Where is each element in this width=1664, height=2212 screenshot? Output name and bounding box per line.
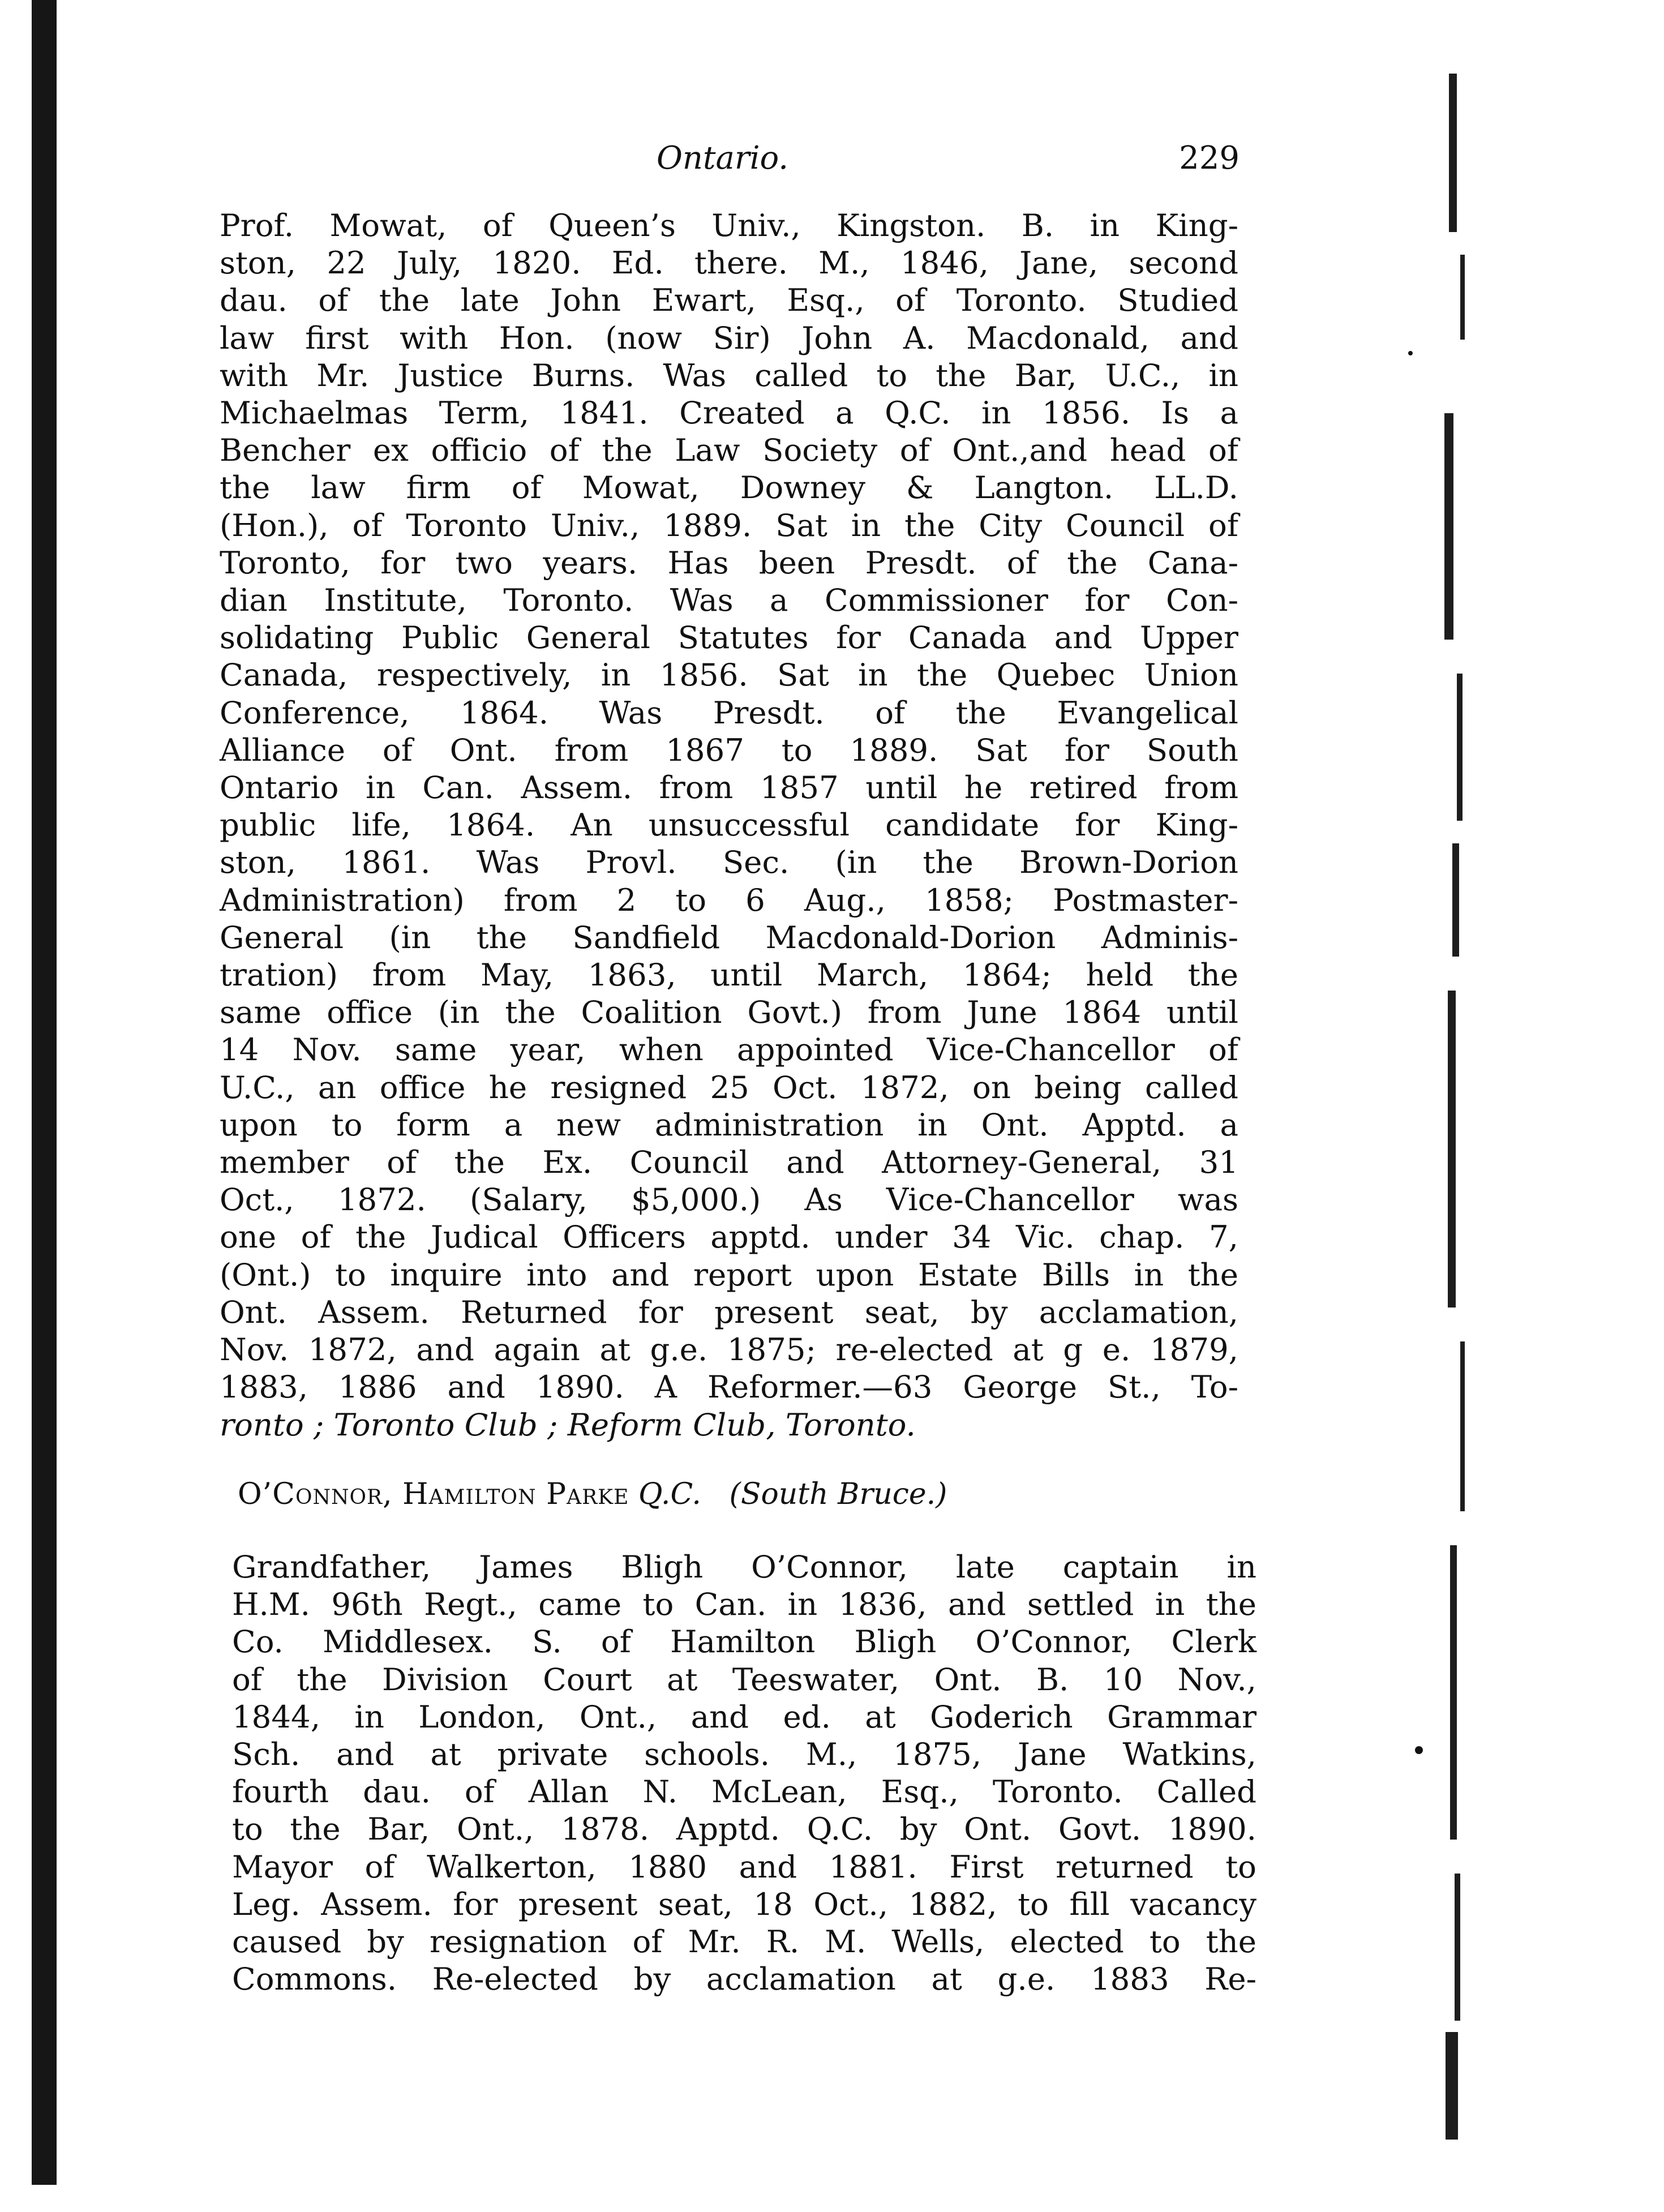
oconnor-entry-heading bbox=[238, 1474, 947, 1514]
text-line: Oct., 1872. (Salary, $5,000.) As Vice-Chancellor was bbox=[220, 1181, 1238, 1218]
text-line: Mayor of Walkerton, 1880 and 1881. First returned to bbox=[232, 1848, 1256, 1885]
text-line: 14 Nov. same year, when appointed Vice-Chancellor of bbox=[220, 1031, 1238, 1068]
text-line: Ontario in Can. Assem. from 1857 until he retired from bbox=[220, 769, 1238, 806]
text-line: Conference, 1864. Was Presdt. of the Evangelical bbox=[220, 694, 1238, 731]
entry-riding: (South Bruce.) bbox=[729, 1477, 947, 1511]
text-line: Nov. 1872, and again at g.e. 1875; re-elected at g e. 1879, bbox=[220, 1331, 1238, 1368]
text-line: (Hon.), of Toronto Univ., 1889. Sat in the City Council of bbox=[220, 507, 1238, 543]
running-title: Ontario. bbox=[657, 140, 789, 177]
text-line: dian Institute, Toronto. Was a Commissioner for Con- bbox=[220, 582, 1238, 619]
text-line: Prof. Mowat, of Queen’s Univ., Kingston. B. in King- bbox=[220, 207, 1238, 243]
text-line: of the Division Court at Teeswater, Ont. B. 10 Nov., bbox=[232, 1661, 1256, 1697]
text-line: public life, 1864. An unsuccessful candidate for King- bbox=[220, 807, 1238, 843]
text-line: General (in the Sandfield Macdonald-Dorion Adminis- bbox=[220, 919, 1238, 955]
text-line: H.M. 96th Regt., came to Can. in 1836, and settled in the bbox=[232, 1586, 1256, 1623]
text-line: Sch. and at private schools. M., 1875, Jane Watkins, bbox=[232, 1736, 1256, 1773]
scan-edge-artifact bbox=[1415, 62, 1528, 2157]
text-line: Canada, respectively, in 1856. Sat in the Quebec Union bbox=[220, 657, 1238, 693]
text-line: one of the Judical Officers apptd. under 34 Vic. chap. 7, bbox=[220, 1219, 1238, 1255]
entry-name: O’Connor, Hamilton Parke bbox=[238, 1477, 629, 1511]
text-line: ronto ; Toronto Club ; Reform Club, Toronto. bbox=[220, 1406, 916, 1443]
text-line: with Mr. Justice Burns. Was called to the Bar, U.C., in bbox=[220, 357, 1238, 393]
text-line: Grandfather, James Bligh O’Connor, late captain in bbox=[232, 1549, 1256, 1585]
text-line: 1883, 1886 and 1890. A Reformer.—63 George St., To- bbox=[220, 1369, 1238, 1405]
binding-shadow bbox=[32, 0, 57, 2185]
text-line: Michaelmas Term, 1841. Created a Q.C. in 1856. Is a bbox=[220, 395, 1238, 431]
entry-title: Q.C. bbox=[638, 1477, 701, 1511]
text-line: dau. of the late John Ewart, Esq., of Toronto. Studied bbox=[220, 282, 1238, 319]
text-line: Bencher ex officio of the Law Society of Ont.,and head of bbox=[220, 432, 1238, 469]
text-line: Toronto, for two years. Has been Presdt. of the Cana- bbox=[220, 544, 1238, 581]
text-line: U.C., an office he resigned 25 Oct. 1872, on being called bbox=[220, 1069, 1238, 1105]
text-line: Leg. Assem. for present seat, 18 Oct., 1882, to fill vacancy bbox=[232, 1885, 1256, 1922]
text-line: solidating Public General Statutes for Canada and Upper bbox=[220, 619, 1238, 656]
text-line: ston, 22 July, 1820. Ed. there. M., 1846, Jane, second bbox=[220, 245, 1238, 281]
text-line: tration) from May, 1863, until March, 1864; held the bbox=[220, 957, 1238, 993]
text-line: caused by resignation of Mr. R. M. Wells, elected to the bbox=[232, 1923, 1256, 1960]
text-line: member of the Ex. Council and Attorney-General, 31 bbox=[220, 1144, 1238, 1181]
text-line: Ont. Assem. Returned for present seat, by acclamation, bbox=[220, 1293, 1238, 1330]
text-line: ston, 1861. Was Provl. Sec. (in the Brown-Dorion bbox=[220, 844, 1238, 881]
text-line: to the Bar, Ont., 1878. Apptd. Q.C. by Ont. Govt. 1890. bbox=[232, 1811, 1256, 1847]
text-line: Administration) from 2 to 6 Aug., 1858; Postmaster- bbox=[220, 881, 1238, 918]
text-line: same office (in the Coalition Govt.) from June 1864 until bbox=[220, 994, 1238, 1031]
page-number: 229 bbox=[1179, 140, 1240, 177]
text-line: (Ont.) to inquire into and report upon Estate Bills in the bbox=[220, 1256, 1238, 1293]
running-head bbox=[221, 136, 1240, 181]
text-line: upon to form a new administration in Ont. Apptd. a bbox=[220, 1106, 1238, 1143]
oconnor-entry-body bbox=[232, 1548, 1256, 1997]
text-line: law first with Hon. (now Sir) John A. Macdonald, and bbox=[220, 319, 1238, 356]
text-line: the law firm of Mowat, Downey & Langton. LL.D. bbox=[220, 469, 1238, 506]
text-line: 1844, in London, Ont., and ed. at Goderich Grammar bbox=[232, 1698, 1256, 1735]
margin-mark bbox=[1415, 1746, 1423, 1754]
mowat-entry-body bbox=[220, 207, 1238, 1443]
text-line: Commons. Re-elected by acclamation at g.e. 1883 Re- bbox=[232, 1961, 1256, 1997]
text-line: Alliance of Ont. from 1867 to 1889. Sat for South bbox=[220, 731, 1238, 768]
margin-mark bbox=[1408, 351, 1413, 355]
text-line: fourth dau. of Allan N. McLean, Esq., Toronto. Called bbox=[232, 1773, 1256, 1810]
text-line: Co. Middlesex. S. of Hamilton Bligh O’Connor, Clerk bbox=[232, 1623, 1256, 1660]
